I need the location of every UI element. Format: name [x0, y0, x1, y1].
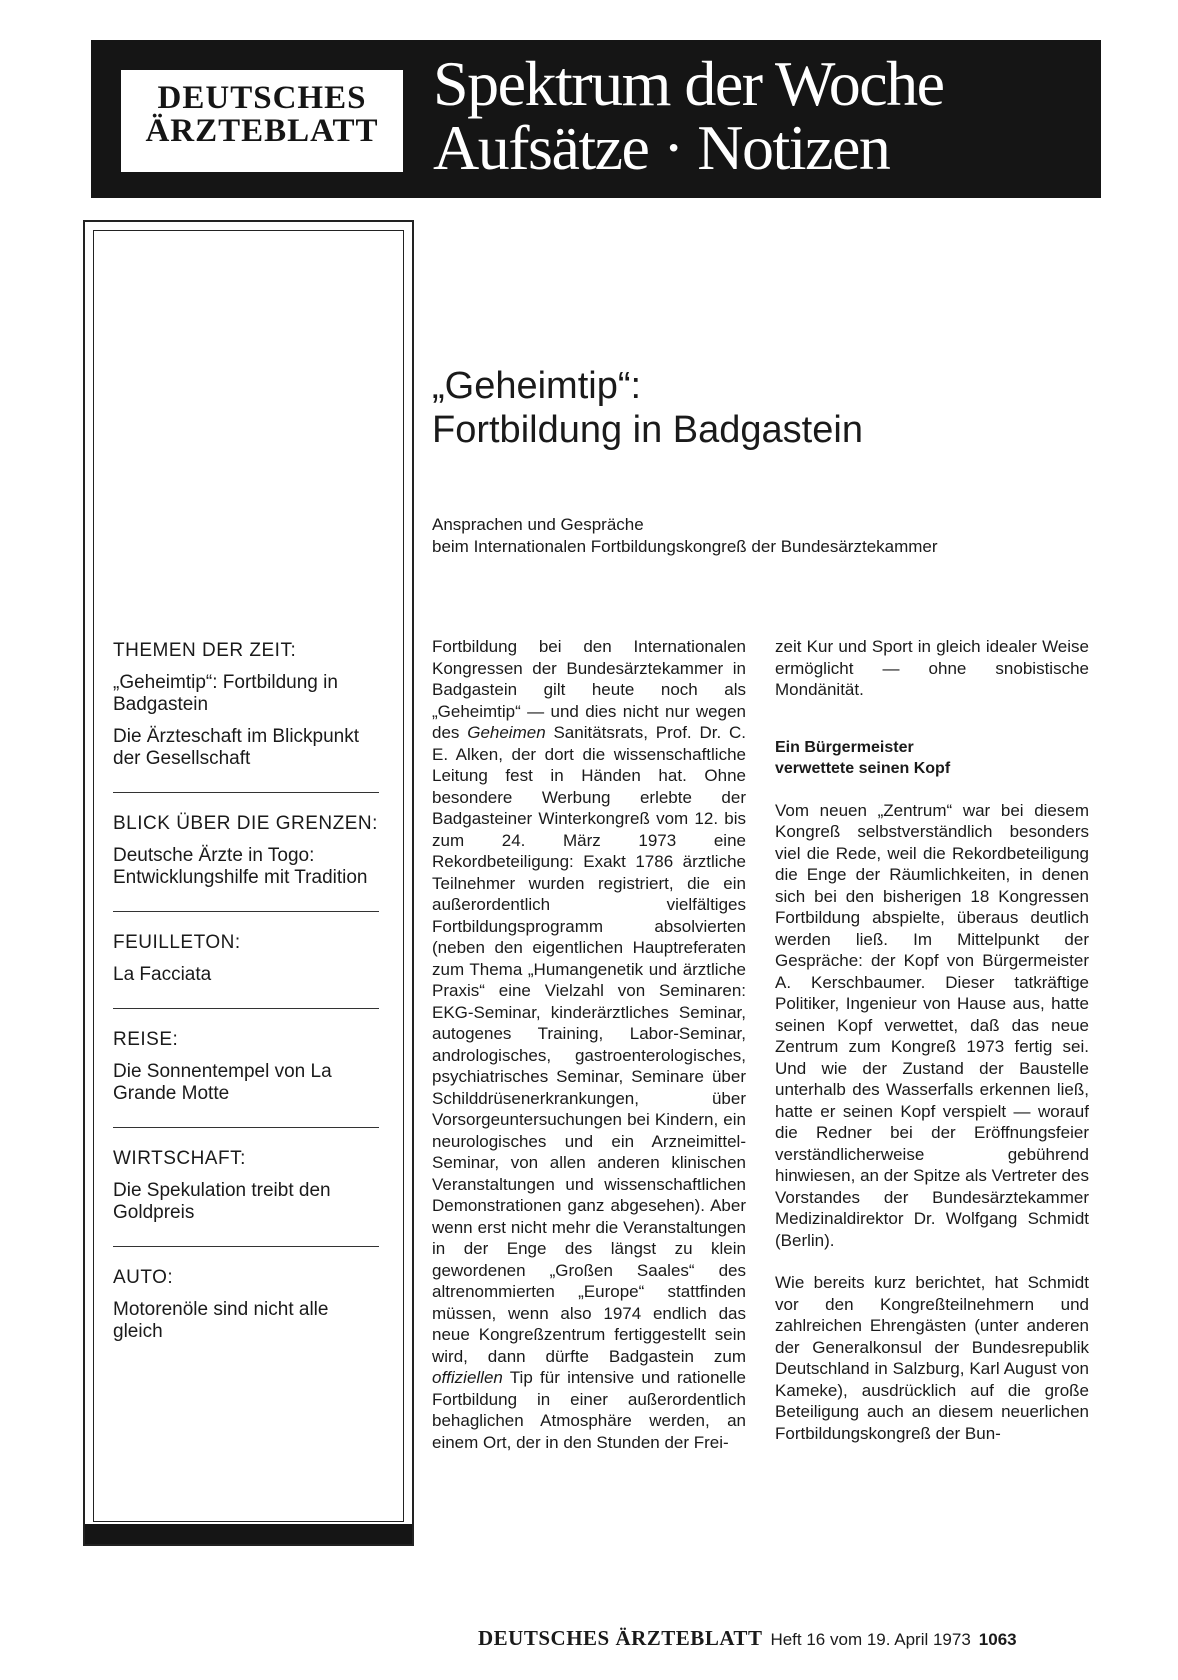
article-paragraph: Vom neuen „Zentrum“ war bei diesem Kongreß selbstverständlich besonders viel die Rede, weil die Rekordbeteiligung die Enge der Räumlichkeiten, in denen sich bei den bisherigen 18 Kongressen Fortbildung abspielte, überaus deutlich werden ließ. Im Mittelpunkt der Gespräche: der Kopf von Bürgermeister A. Kerschbaumer. Dieser tatkräftige Politiker, Ingenieur von Hause aus, hatte seinen Kopf verwettet, daß das neue Zentrum zum Kongreß 1973 fertig sei. Und wie der Zustand der Baustelle unterhalb des Wasserfalls erkennen ließ, hatte er seinen Kopf verspielt — worauf die Redner bei der Eröffnungsfeier verständlicherweise gebührend hinwiesen, an der Spitze als Vertreter des Vorstandes der Bundesärztekammer Medizinaldirektor Dr. Wolfgang Schmidt (Berlin). — [775, 800, 1089, 1250]
logo-line-2: ÄRZTEBLATT — [145, 113, 379, 149]
article-column-2 — [775, 636, 1089, 1444]
toc-item[interactable]: „Geheimtip“: Fortbildung in Badgastein — [113, 672, 338, 715]
emphasis: Geheimen — [467, 723, 546, 742]
toc-heading: REISE: — [113, 1029, 179, 1050]
article-paragraph: zeit Kur und Sport in gleich idealer Weise ermöglicht — ohne snobistische Mondänität. — [775, 637, 1089, 699]
toc-item[interactable]: Die Spekulation treibt den Goldpreis — [113, 1180, 331, 1223]
journal-logo — [121, 70, 403, 172]
page-number: 1063 — [978, 1630, 1017, 1649]
article-paragraph: Wie bereits kurz berichtet, hat Schmidt vor den Kongreßteilnehmern und zahlreichen Ehrengästen (unter anderen der Generalkonsul der Bundesrepublik Deutschland in Salzburg, Karl August von Kameke), ausdrücklich auf die große Beteiligung auch an diesem neuerlichen Fortbildungskongreß der Bun- — [775, 1273, 1089, 1443]
toc-section-blick — [113, 813, 379, 912]
toc-section-themen — [113, 640, 379, 793]
toc-section-auto — [113, 1267, 379, 1365]
contents-sidebar — [83, 220, 414, 1546]
toc-heading: BLICK ÜBER DIE GRENZEN: — [113, 813, 378, 834]
toc-heading: AUTO: — [113, 1267, 174, 1288]
footer-issue: Heft 16 vom 19. April 1973 — [770, 1630, 971, 1649]
toc-heading: WIRTSCHAFT: — [113, 1148, 246, 1169]
article-subtitle — [432, 514, 938, 558]
text-run: Fortbildung bei den Internationalen Kongressen der Bundesärztekammer in Badgastein gilt heute noch als „Geheimtip“ — und dies nicht nur wegen des — [432, 637, 746, 742]
article-subheading — [775, 737, 1089, 779]
article-title — [432, 364, 863, 452]
article-subtitle-line-2: beim Internationalen Fortbildungskongreß der Bundesärztekammer — [432, 537, 938, 556]
toc-item[interactable]: La Facciata — [113, 964, 212, 985]
logo-line-1: DEUTSCHES — [157, 80, 367, 116]
article-title-line-1: „Geheimtip“: — [432, 365, 642, 407]
toc-item[interactable]: Deutsche Ärzte in Togo: Entwicklungshilfe mit Tradition — [113, 845, 368, 888]
emphasis: offiziellen — [432, 1368, 503, 1387]
toc-section-wirtschaft — [113, 1148, 379, 1247]
text-run: Sanitätsrats, Prof. Dr. C. E. Alken, der dort die wissenschaftliche Leitung fest in Händen hat. Ohne besondere Werbung erlebte der Badgasteiner Winterkongreß vom 12. bis zum 24. März 1973 eine Rekordbeteiligung: Exakt 1786 ärztliche Teilnehmer wurden registriert, die ein außerordentlich vielfältiges Fortbildungsprogramm absolvierten (neben den eigentlichen Hauptreferaten zum Thema „Humangenetik und ärztliche Praxis“ eine Vielzahl von Seminaren: EKG-Seminar, kinderärztliches Seminar, autogenes Training, Labor-Seminar, andrologisches, gastroenterologisches, psychiatrisches Seminar, Seminare über Schilddrüsenerkrankungen, über Vorsorgeuntersuchungen bei Kindern, ein neurologisches und ein Arzneimittel-Seminar, von allen anderen klinischen Veranstaltungen und wissenschaftlichen Demonstrationen ganz abgesehen). Aber wenn erst nicht mehr die Veranstaltungen in der Enge des längst zu klein gewordenen „Großen Saales“ des altrenommierten „Europe“ stattfinden müssen, wenn also 1974 endlich das neue Kongreßzentrum fertiggestellt sein wird, dann dürfte Badgastein zum — [432, 723, 746, 1366]
toc-item[interactable]: Motorenöle sind nicht alle gleich — [113, 1299, 329, 1342]
table-of-contents — [113, 640, 379, 1385]
section-title-line-1: Spektrum der Woche — [433, 48, 944, 119]
toc-heading: FEUILLETON: — [113, 932, 241, 953]
section-title — [433, 48, 944, 183]
toc-section-feuilleton — [113, 932, 379, 1009]
toc-item[interactable]: Die Sonnentempel von La Grande Motte — [113, 1061, 332, 1104]
toc-heading: THEMEN DER ZEIT: — [113, 640, 297, 661]
article-subtitle-line-1: Ansprachen und Gespräche — [432, 515, 644, 534]
section-title-line-2: Aufsätze · Notizen — [433, 112, 890, 183]
text-run: Tip für intensive und rationelle Fortbildung in einer außerordentlich behaglichen Atmosphäre werden, an einem Ort, der in den Stunden der Frei- — [432, 1368, 746, 1452]
footer-journal-name: DEUTSCHES ÄRZTEBLATT — [478, 1626, 763, 1650]
article-paragraph — [432, 636, 746, 1453]
article-title-line-2: Fortbildung in Badgastein — [432, 409, 863, 451]
subheading-line-2: verwettete seinen Kopf — [775, 759, 951, 777]
header-banner — [91, 40, 1101, 198]
toc-section-reise — [113, 1029, 379, 1128]
subheading-line-1: Ein Bürgermeister — [775, 738, 914, 756]
sidebar-bottom-bar — [85, 1524, 412, 1544]
article-column-1 — [432, 636, 746, 1453]
page-footer — [478, 1626, 1017, 1651]
toc-item[interactable]: Die Ärzteschaft im Blickpunkt der Gesellschaft — [113, 726, 360, 769]
